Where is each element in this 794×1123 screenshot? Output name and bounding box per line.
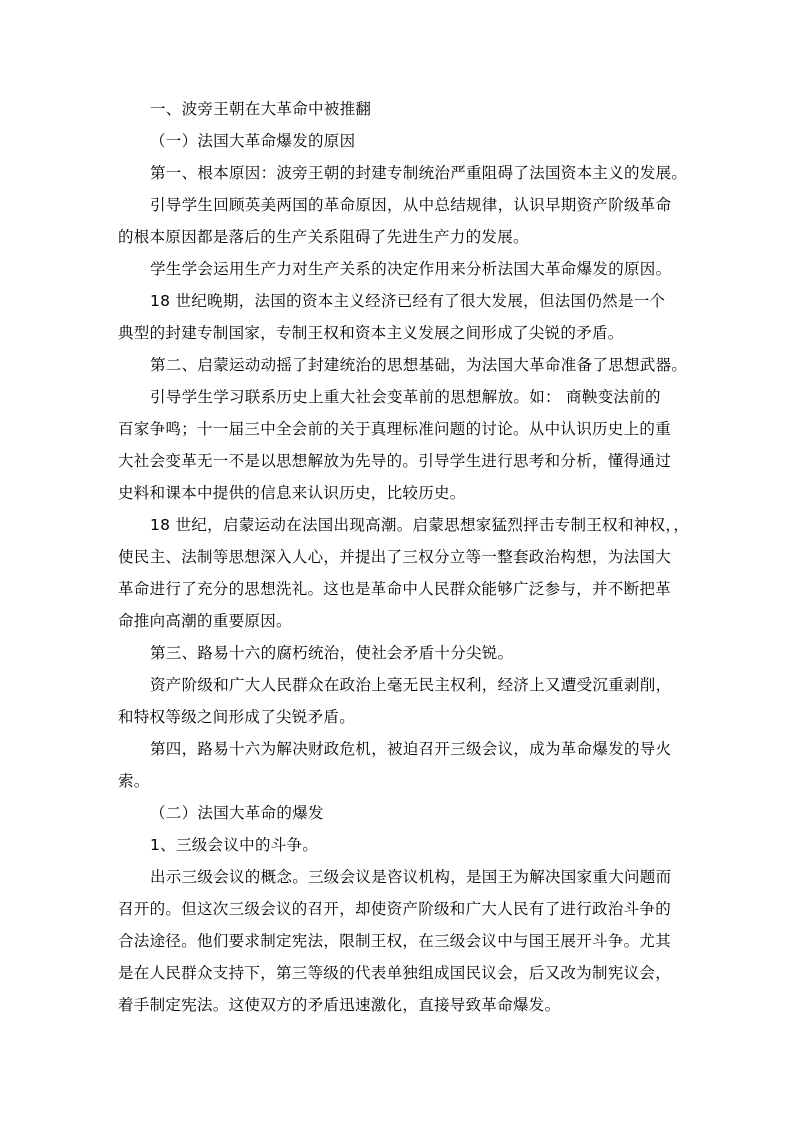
- paragraph-line: 合法途径。他们要求制定宪法，限制王权，在三级会议中与国王展开斗争。尤其: [118, 932, 672, 950]
- paragraph-line: 第二、启蒙运动动摇了封建统治的思想基础，为法国大革命准备了思想武器。: [150, 356, 688, 374]
- paragraph-line: 典型的封建专制国家，专制王权和资本主义发展之间形成了尖锐的矛盾。: [118, 324, 624, 342]
- paragraph-line: 命推向高潮的重要原因。: [118, 612, 292, 630]
- paragraph-line: 史料和课本中提供的信息来认识历史，比较历史。: [118, 484, 466, 502]
- paragraph-line: 索。: [118, 772, 150, 790]
- subsection-heading-1: （一）法国大革命爆发的原因: [150, 132, 356, 150]
- paragraph-line: 革命进行了充分的思想洗礼。这也是革命中人民群众能够广泛参与，并不断把革: [118, 580, 672, 598]
- paragraph-line: 使民主、法制等思想深入人心，并提出了三权分立等一整套政治构想，为法国大: [118, 548, 672, 566]
- paragraph-line: 1、三级会议中的斗争。: [150, 836, 319, 854]
- paragraph-line: 着手制定宪法。这使双方的矛盾迅速激化，直接导致革命爆发。: [118, 996, 561, 1014]
- paragraph-line: 引导学生回顾英美两国的革命原因，从中总结规律，认识早期资产阶级革命: [150, 196, 672, 214]
- paragraph-line: 第一、根本原因：波旁王朝的封建专制统治严重阻碍了法国资本主义的发展。: [150, 164, 688, 182]
- section-heading-1: 一、波旁王朝在大革命中被推翻: [150, 100, 372, 118]
- paragraph-line: 资产阶级和广大人民群众在政治上毫无民主权利，经济上又遭受沉重剥削，: [150, 676, 672, 694]
- paragraph-line: 第三、路易十六的腐朽统治，使社会矛盾十分尖锐。: [150, 644, 514, 662]
- paragraph-line: 18 世纪晚期，法国的资本主义经济已经有了很大发展，但法国仍然是一个: [150, 292, 666, 310]
- paragraph-line: 和特权等级之间形成了尖锐矛盾。: [118, 708, 356, 726]
- paragraph-line: 是在人民群众支持下，第三等级的代表单独组成国民议会，后又改为制宪议会，: [118, 964, 672, 982]
- paragraph-line: 大社会变革无一不是以思想解放为先导的。引导学生进行思考和分析，懂得通过: [118, 452, 672, 470]
- paragraph-line: 的根本原因都是落后的生产关系阻碍了先进生产力的发展。: [118, 228, 529, 246]
- paragraph-line: 第四，路易十六为解决财政危机，被迫召开三级会议，成为革命爆发的导火: [150, 740, 672, 758]
- paragraph-line: 出示三级会议的概念。三级会议是咨议机构，是国王为解决国家重大问题而: [150, 868, 672, 886]
- paragraph-line: 学生学会运用生产力对生产关系的决定作用来分析法国大革命爆发的原因。: [150, 260, 672, 278]
- paragraph-line: 18 世纪，启蒙运动在法国出现高潮。启蒙思想家猛烈抨击专制王权和神权，，: [150, 516, 690, 534]
- paragraph-line: 召开的。但这次三级会议的召开，却使资产阶级和广大人民有了进行政治斗争的: [118, 900, 672, 918]
- paragraph-line: 引导学生学习联系历史上重大社会变革前的思想解放。如： 商鞅变法前的: [150, 388, 661, 406]
- paragraph-line: 百家争鸣；十一届三中全会前的关于真理标准问题的讨论。从中认识历史上的重: [118, 420, 672, 438]
- subsection-heading-2: （二）法国大革命的爆发: [150, 804, 324, 822]
